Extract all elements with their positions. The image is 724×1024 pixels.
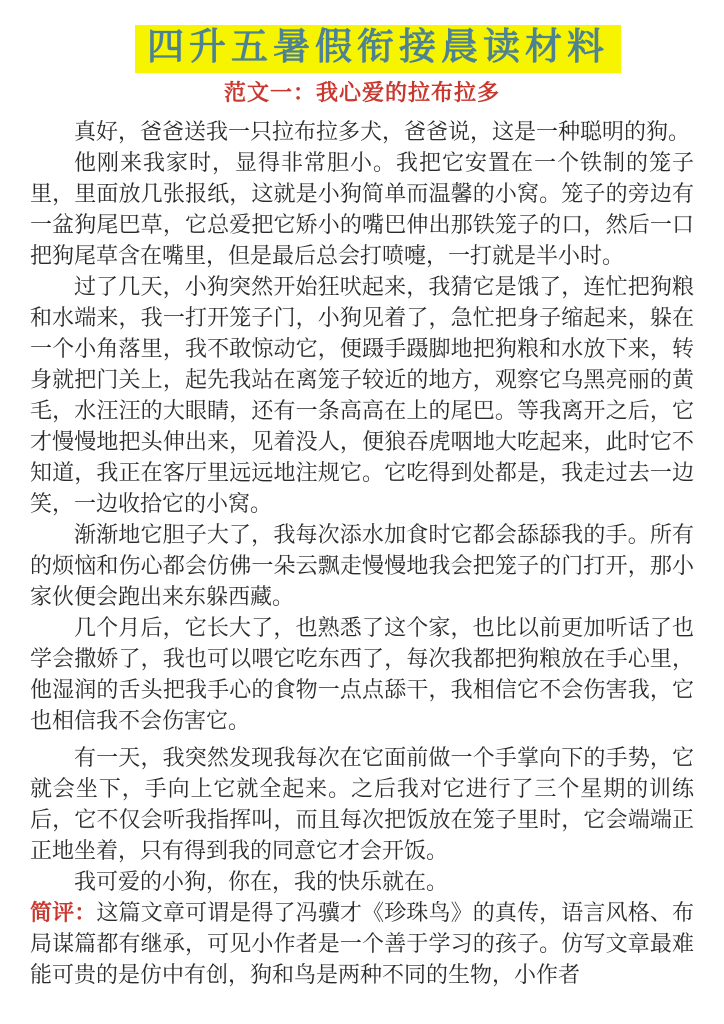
title-row	[16, 25, 724, 73]
essay-paragraph: 我可爱的小狗，你在，我的快乐就在。	[74, 869, 449, 895]
review-label: 简评：	[30, 900, 97, 926]
review-text: 这篇文章可谓是得了冯骥才《珍珠鸟》的真传，语言风格、布局谋篇都有继承，可见小作者是一个善于学习的孩子。仿写文章最难能可贵的是仿中有创，狗和鸟是两种不同的生物，小作者	[30, 900, 694, 988]
page-title: 四升五暑假衔接晨读材料	[135, 25, 621, 73]
essay-paragraph: 有一天，我突然发现我每次在它面前做一个手掌向下的手势，它就会坐下，手向上它就全起来。之后我对它进行了三个星期的训练后，它不仅会听我指挥叫，而且每次把饭放在笼子里时，它会端端正正地坐着，只有得到我的同意它才会开饭。	[30, 745, 694, 864]
review-paragraph	[30, 897, 694, 990]
essay-paragraph: 真好，爸爸送我一只拉布拉多犬，爸爸说，这是一种聪明的狗。	[74, 119, 691, 145]
essay-paragraph: 他刚来我家时，显得非常胆小。我把它安置在一个铁制的笼子里，里面放几张报纸，这就是小狗简单而温馨的小窝。笼子的旁边有一盆狗尾巴草，它总爱把它矫小的嘴巴伸出那铁笼子的口，然后一口把狗尾草含在嘴里，但是最后总会打喷嚏，一打就是半小时。	[30, 150, 694, 269]
essay-paragraph: 几个月后，它长大了，也熟悉了这个家，也比以前更加听话了也学会撒娇了，我也可以喂它吃东西了，每次我都把狗粮放在手心里，他湿润的舌头把我手心的食物一点点舔干，我相信它不会伤害我，它也相信我不会伤害它。	[30, 615, 694, 734]
essay-paragraph: 过了几天，小狗突然开始狂吠起来，我猜它是饿了，连忙把狗粮和水端来，我一打开笼子门，小狗见着了，急忙把身子缩起来，躲在一个小角落里，我不敢惊动它，便蹑手蹑脚地把狗粮和水放下来，转身就把门关上，起先我站在离笼子较近的地方，观察它乌黑亮丽的黄毛，水汪汪的大眼睛，还有一条高高在上的尾巴。等我离开之后，它才慢慢地把头伸出来，见着没人，便狼吞虎咽地大吃起来，此时它不知道，我正在客厅里远远地注规它。它吃得到处都是，我走过去一边笑，一边收拾它的小窝。	[30, 274, 694, 517]
essay-body	[30, 116, 694, 990]
essay-paragraph: 渐渐地它胆子大了，我每次添水加食时它都会舔舔我的手。所有的烦恼和伤心都会仿佛一朵云飘走慢慢地我会把笼子的门打开，那小家伙便会跑出来东躲西藏。	[30, 522, 694, 610]
essay-title: 范文一：我心爱的拉布拉多	[223, 80, 500, 106]
